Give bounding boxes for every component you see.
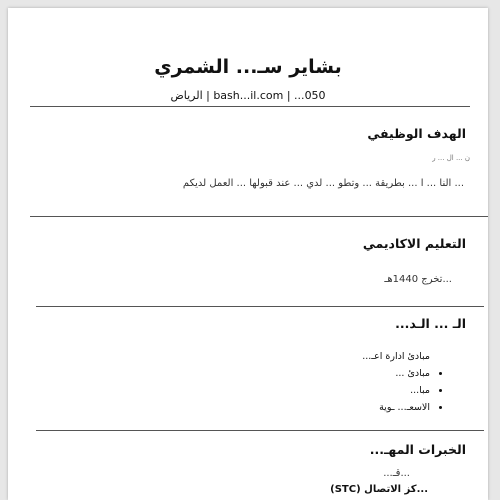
objective-heading: الهدف الوظيفي (367, 126, 466, 141)
objective-line-1: ن ... ال ... ر (432, 154, 470, 162)
divider-education (36, 306, 484, 307)
divider-objective (30, 216, 488, 217)
course-item: • الاسعـ... ـوية (362, 399, 430, 416)
objective-line-2: ... النا ... ا ... بطريقة ... وتطو ... لدي ... عند قبولها ... العمل لديكم (182, 178, 464, 189)
course-item: • مبادئ ... (362, 365, 430, 382)
divider-courses (36, 430, 484, 431)
course-item: مبادئ ادارة اعـ... (362, 351, 430, 362)
contact-line: 050... | bash...il.com | الرياض (170, 89, 326, 102)
education-grad-line: ...تخرج 1440هـ (384, 274, 452, 285)
education-heading: التعليم الاكاديمي (362, 236, 466, 251)
experience-line-1: ...قـ... (383, 468, 410, 479)
experience-heading: الخبرات المهـ... (369, 442, 466, 457)
resume-page (8, 8, 488, 500)
course-item: • مبا... (362, 382, 430, 399)
courses-heading: الـ ... الـد... (395, 316, 466, 331)
experience-line-2: ...كز الاتصال (STC) (330, 484, 428, 495)
candidate-name: بشاير سـ... الشمري (154, 56, 342, 78)
divider-header (30, 106, 470, 107)
courses-list (362, 348, 444, 416)
